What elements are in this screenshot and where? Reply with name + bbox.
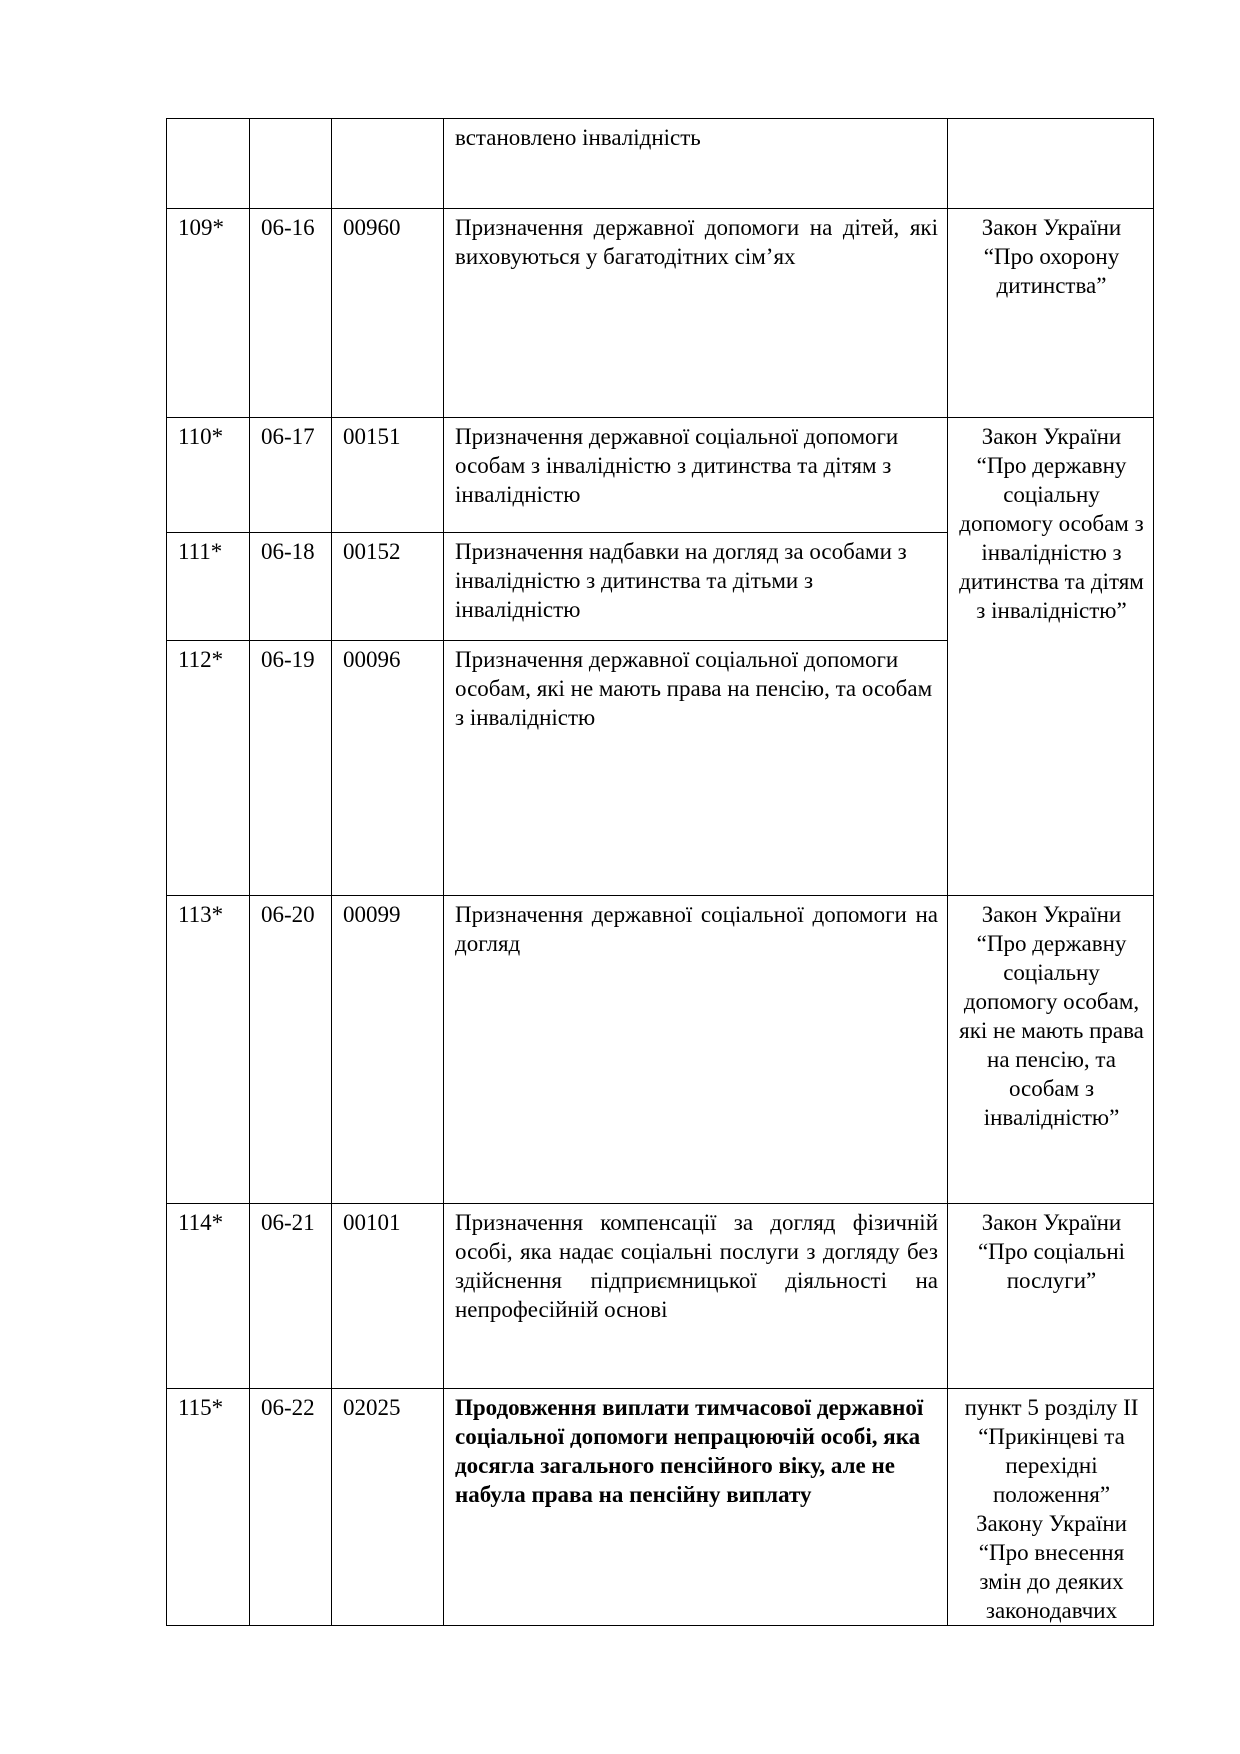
row-number: 114* (167, 1204, 250, 1389)
table-row (167, 209, 1154, 418)
legal-basis: Закон України “Про державну соціальну допомогу особам з інвалідністю з дитинства та дітям з інвалідністю” (948, 418, 1154, 896)
service-code: 06-16 (250, 209, 332, 418)
row-number: 112* (167, 641, 250, 896)
service-code: 06-19 (250, 641, 332, 896)
legal-basis: Закон України “Про соціальні послуги” (948, 1204, 1154, 1389)
table-row (167, 418, 1154, 533)
service-description: Призначення компенсації за догляд фізичній особі, яка надає соціальні послуги з догляду без здійснення підприємницької діяльності на непрофесійній основі (444, 1204, 948, 1389)
table-row (167, 1204, 1154, 1389)
service-description: встановлено інвалідність (444, 119, 948, 209)
row-number: 115* (167, 1389, 250, 1626)
row-number: 110* (167, 418, 250, 533)
registry-code: 00099 (332, 896, 444, 1204)
service-description: Призначення надбавки на догляд за особами з інвалідністю з дитинства та дітьми з інвалідністю (444, 533, 948, 641)
legal-basis: пункт 5 розділу II “Прикінцеві та перехідні положення” Закону України “Про внесення змін до деяких законодавчих (948, 1389, 1154, 1626)
service-code: 06-20 (250, 896, 332, 1204)
table-row (167, 1389, 1154, 1626)
registry-code: 02025 (332, 1389, 444, 1626)
table-row (167, 119, 1154, 209)
service-code: 06-22 (250, 1389, 332, 1626)
legal-basis (948, 119, 1154, 209)
registry-code: 00152 (332, 533, 444, 641)
service-description: Призначення державної соціальної допомоги особам з інвалідністю з дитинства та дітям з інвалідністю (444, 418, 948, 533)
service-description: Призначення державної допомоги на дітей, які виховуються у багатодітних сім’ях (444, 209, 948, 418)
service-description: Призначення державної соціальної допомоги особам, які не мають права на пенсію, та особам з інвалідністю (444, 641, 948, 896)
service-code: 06-18 (250, 533, 332, 641)
registry-code: 00151 (332, 418, 444, 533)
registry-code (332, 119, 444, 209)
legal-basis: Закон України “Про охорону дитинства” (948, 209, 1154, 418)
service-code (250, 119, 332, 209)
registry-code: 00096 (332, 641, 444, 896)
registry-code: 00101 (332, 1204, 444, 1389)
services-table (166, 118, 1154, 1626)
legal-basis: Закон України “Про державну соціальну допомогу особам, які не мають права на пенсію, та особам з інвалідністю” (948, 896, 1154, 1204)
row-number (167, 119, 250, 209)
service-code: 06-21 (250, 1204, 332, 1389)
row-number: 111* (167, 533, 250, 641)
table-row (167, 896, 1154, 1204)
registry-code: 00960 (332, 209, 444, 418)
service-code: 06-17 (250, 418, 332, 533)
row-number: 109* (167, 209, 250, 418)
service-description: Продовження виплати тимчасової державної соціальної допомоги непрацюючій особі, яка досягла загального пенсійного віку, але не набула права на пенсійну виплату (444, 1389, 948, 1626)
service-description: Призначення державної соціальної допомоги на догляд (444, 896, 948, 1204)
row-number: 113* (167, 896, 250, 1204)
